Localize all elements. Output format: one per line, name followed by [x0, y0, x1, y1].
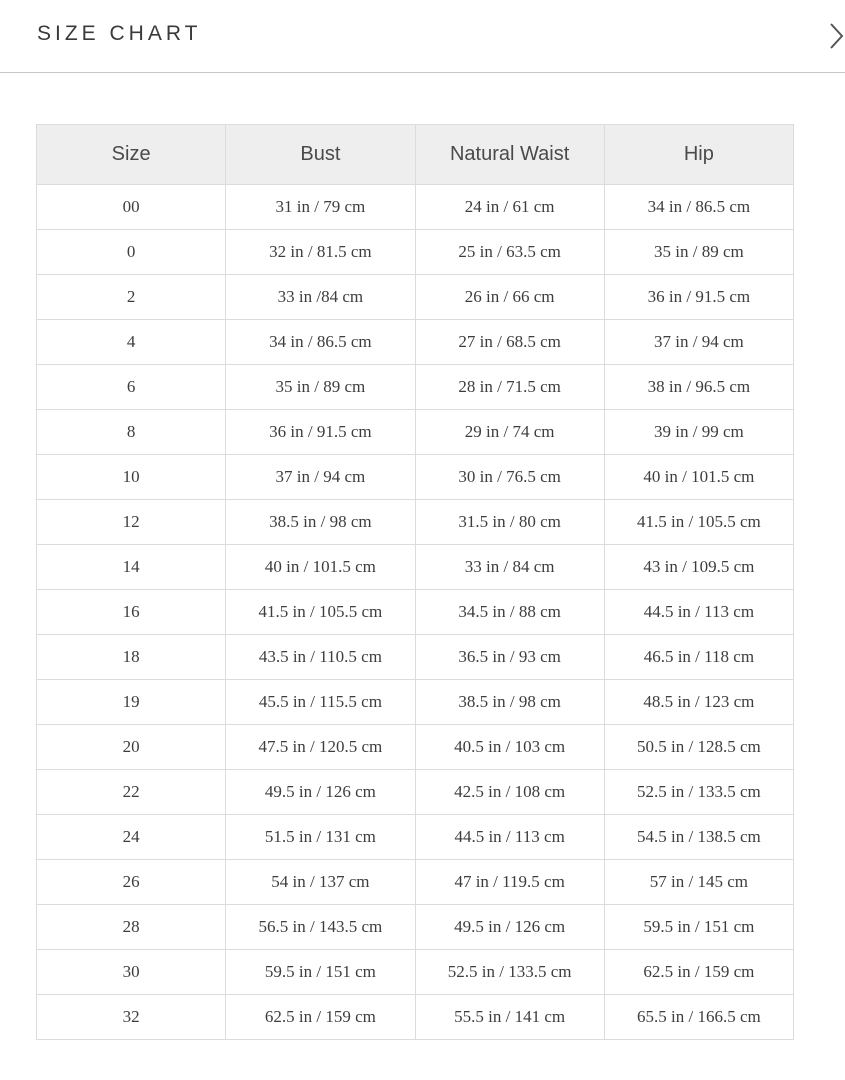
size-cell: 24 [37, 815, 226, 860]
hip-cell: 48.5 in / 123 cm [604, 680, 793, 725]
page-title: SIZE CHART [37, 22, 202, 45]
size-cell: 14 [37, 545, 226, 590]
column-header-hip: Hip [604, 125, 793, 185]
hip-cell: 59.5 in / 151 cm [604, 905, 793, 950]
column-header-natural-waist: Natural Waist [415, 125, 604, 185]
bust-cell: 59.5 in / 151 cm [226, 950, 415, 995]
size-cell: 4 [37, 320, 226, 365]
natural-waist-cell: 44.5 in / 113 cm [415, 815, 604, 860]
natural-waist-cell: 55.5 in / 141 cm [415, 995, 604, 1040]
size-chart-table [36, 124, 794, 1040]
size-cell: 30 [37, 950, 226, 995]
hip-cell: 62.5 in / 159 cm [604, 950, 793, 995]
table-row [37, 680, 794, 725]
hip-cell: 39 in / 99 cm [604, 410, 793, 455]
natural-waist-cell: 27 in / 68.5 cm [415, 320, 604, 365]
size-cell: 10 [37, 455, 226, 500]
hip-cell: 65.5 in / 166.5 cm [604, 995, 793, 1040]
bust-cell: 47.5 in / 120.5 cm [226, 725, 415, 770]
bust-cell: 31 in / 79 cm [226, 185, 415, 230]
size-cell: 0 [37, 230, 226, 275]
natural-waist-cell: 26 in / 66 cm [415, 275, 604, 320]
bust-cell: 56.5 in / 143.5 cm [226, 905, 415, 950]
bust-cell: 33 in /84 cm [226, 275, 415, 320]
column-header-bust: Bust [226, 125, 415, 185]
hip-cell: 38 in / 96.5 cm [604, 365, 793, 410]
hip-cell: 34 in / 86.5 cm [604, 185, 793, 230]
table-row [37, 995, 794, 1040]
hip-cell: 43 in / 109.5 cm [604, 545, 793, 590]
size-cell: 2 [37, 275, 226, 320]
natural-waist-cell: 34.5 in / 88 cm [415, 590, 604, 635]
natural-waist-cell: 24 in / 61 cm [415, 185, 604, 230]
column-header-size: Size [37, 125, 226, 185]
natural-waist-cell: 40.5 in / 103 cm [415, 725, 604, 770]
table-row [37, 725, 794, 770]
size-cell: 22 [37, 770, 226, 815]
natural-waist-cell: 49.5 in / 126 cm [415, 905, 604, 950]
hip-cell: 57 in / 145 cm [604, 860, 793, 905]
table-row [37, 455, 794, 500]
hip-cell: 46.5 in / 118 cm [604, 635, 793, 680]
table-row [37, 815, 794, 860]
next-button[interactable] [825, 20, 845, 52]
table-row [37, 590, 794, 635]
bust-cell: 32 in / 81.5 cm [226, 230, 415, 275]
natural-waist-cell: 30 in / 76.5 cm [415, 455, 604, 500]
table-row [37, 230, 794, 275]
bust-cell: 54 in / 137 cm [226, 860, 415, 905]
header-bar [0, 0, 845, 73]
bust-cell: 36 in / 91.5 cm [226, 410, 415, 455]
table-row [37, 860, 794, 905]
bust-cell: 43.5 in / 110.5 cm [226, 635, 415, 680]
hip-cell: 41.5 in / 105.5 cm [604, 500, 793, 545]
hip-cell: 37 in / 94 cm [604, 320, 793, 365]
natural-waist-cell: 47 in / 119.5 cm [415, 860, 604, 905]
natural-waist-cell: 38.5 in / 98 cm [415, 680, 604, 725]
size-cell: 12 [37, 500, 226, 545]
bust-cell: 37 in / 94 cm [226, 455, 415, 500]
bust-cell: 35 in / 89 cm [226, 365, 415, 410]
table-row [37, 185, 794, 230]
bust-cell: 34 in / 86.5 cm [226, 320, 415, 365]
natural-waist-cell: 31.5 in / 80 cm [415, 500, 604, 545]
natural-waist-cell: 28 in / 71.5 cm [415, 365, 604, 410]
hip-cell: 44.5 in / 113 cm [604, 590, 793, 635]
table-row [37, 365, 794, 410]
bust-cell: 45.5 in / 115.5 cm [226, 680, 415, 725]
size-cell: 26 [37, 860, 226, 905]
hip-cell: 54.5 in / 138.5 cm [604, 815, 793, 860]
table-header-row [37, 125, 794, 185]
table-row [37, 905, 794, 950]
table-row [37, 950, 794, 995]
hip-cell: 40 in / 101.5 cm [604, 455, 793, 500]
size-cell: 28 [37, 905, 226, 950]
bust-cell: 51.5 in / 131 cm [226, 815, 415, 860]
natural-waist-cell: 42.5 in / 108 cm [415, 770, 604, 815]
hip-cell: 35 in / 89 cm [604, 230, 793, 275]
natural-waist-cell: 52.5 in / 133.5 cm [415, 950, 604, 995]
size-cell: 6 [37, 365, 226, 410]
bust-cell: 40 in / 101.5 cm [226, 545, 415, 590]
bust-cell: 49.5 in / 126 cm [226, 770, 415, 815]
size-cell: 19 [37, 680, 226, 725]
bust-cell: 62.5 in / 159 cm [226, 995, 415, 1040]
natural-waist-cell: 36.5 in / 93 cm [415, 635, 604, 680]
table-row [37, 635, 794, 680]
hip-cell: 50.5 in / 128.5 cm [604, 725, 793, 770]
chevron-right-icon [825, 20, 845, 52]
table-row [37, 320, 794, 365]
table-row [37, 770, 794, 815]
table-row [37, 545, 794, 590]
size-cell: 16 [37, 590, 226, 635]
hip-cell: 36 in / 91.5 cm [604, 275, 793, 320]
table-row [37, 410, 794, 455]
natural-waist-cell: 25 in / 63.5 cm [415, 230, 604, 275]
table-row [37, 275, 794, 320]
hip-cell: 52.5 in / 133.5 cm [604, 770, 793, 815]
size-cell: 00 [37, 185, 226, 230]
size-cell: 18 [37, 635, 226, 680]
table-row [37, 500, 794, 545]
size-cell: 32 [37, 995, 226, 1040]
size-cell: 8 [37, 410, 226, 455]
size-cell: 20 [37, 725, 226, 770]
bust-cell: 38.5 in / 98 cm [226, 500, 415, 545]
bust-cell: 41.5 in / 105.5 cm [226, 590, 415, 635]
natural-waist-cell: 33 in / 84 cm [415, 545, 604, 590]
natural-waist-cell: 29 in / 74 cm [415, 410, 604, 455]
